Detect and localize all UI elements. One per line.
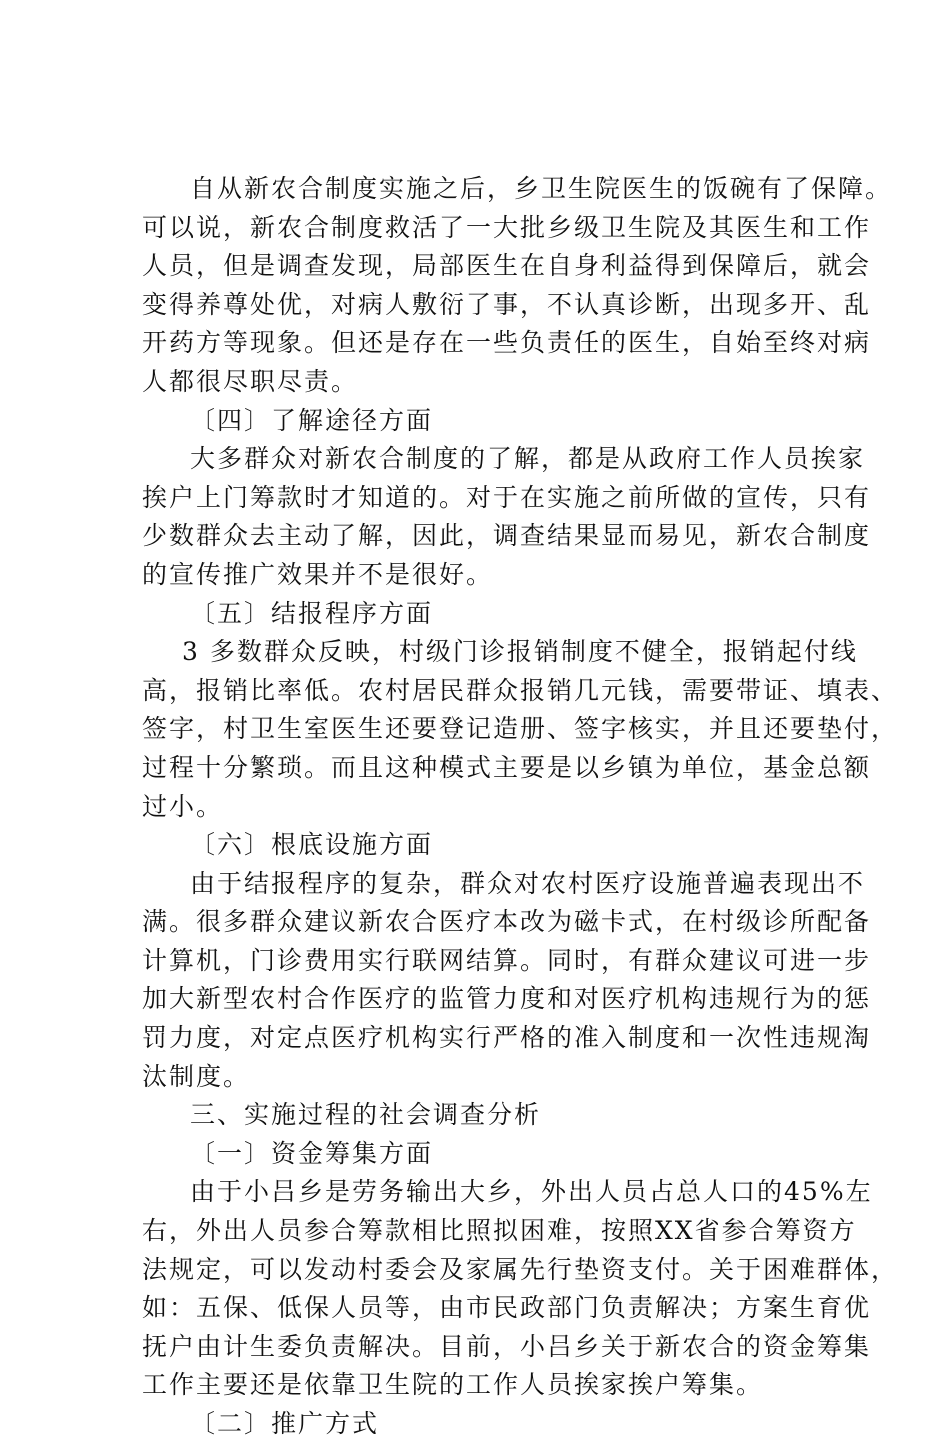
text-line: 人都很尽职尽责。 [142, 366, 359, 396]
heading-text: 〔五〕结报程序方面 [190, 598, 434, 628]
text-line: 大多群众对新农合制度的了解，都是从政府工作人员挨家 [190, 444, 866, 474]
heading-text: 〔六〕根底设施方面 [190, 830, 434, 860]
document-body [142, 170, 899, 1444]
text-line: 过小。 [142, 791, 224, 821]
heading-text: 〔一〕资金筹集方面 [190, 1138, 434, 1168]
section-heading-3-1 [142, 1135, 842, 1174]
text-line: 自从新农合制度实施之后，乡卫生院医生的饭碗有了保障。 [190, 174, 893, 203]
text-line: 过程十分繁琐。而且这种模式主要是以乡镇为单位，基金总额 [142, 752, 872, 782]
text-line: 可以说，新农合制度救活了一大批乡级卫生院及其医生和工作 [142, 212, 872, 242]
text-line: 开药方等现象。但还是存在一些负责任的医生，自始至终对病 [142, 328, 872, 358]
text-line: 高，报销比率低。农村居民群众报销几元钱，需要带证、填表、 [142, 675, 899, 705]
text-line: 汰制度。 [142, 1061, 251, 1091]
text-line: 变得养尊处优，对病人敷衍了事，不认真诊断，出现多开、乱 [142, 289, 872, 319]
text-line: 罚力度，对定点医疗机构实行严格的准入制度和一次性违规淘 [142, 1023, 872, 1053]
text-line: 法规定，可以发动村委会及家属先行垫资支付。关于困难群体， [142, 1254, 899, 1284]
text-line: 加大新型农村合作医疗的监管力度和对医疗机构违规行为的惩 [142, 984, 872, 1014]
text-line: 签字，村卫生室医生还要登记造册、签字核实，并且还要垫付， [142, 714, 899, 744]
paragraph-awareness [142, 440, 872, 594]
paragraph-fundraising [142, 1173, 899, 1405]
text-line: 的宣传推广效果并不是很好。 [142, 559, 494, 589]
paragraph-infrastructure [142, 865, 872, 1097]
section-heading-4 [142, 402, 842, 441]
text-line: 计算机，门诊费用实行联网结算。同时，有群众建议可进一步 [142, 945, 872, 975]
text-line: 由于小吕乡是劳务输出大乡，外出人员占总人口的45%左 [190, 1177, 873, 1207]
text-line: 工作主要还是依靠卫生院的工作人员挨家挨户筹集。 [142, 1370, 764, 1400]
heading-text: 三、实施过程的社会调查分析 [190, 1100, 542, 1130]
text-line: 由于结报程序的复杂，群众对农村医疗设施普遍表现出不 [190, 868, 866, 898]
text-line: 右，外出人员参合筹款相比照拟困难，按照XX省参合筹资方 [142, 1216, 857, 1246]
section-heading-part-3 [142, 1096, 842, 1135]
section-heading-6 [142, 826, 842, 865]
section-heading-3-2 [142, 1405, 842, 1444]
text-line: 挨户上门筹款时才知道的。对于在实施之前所做的宣传，只有 [142, 482, 872, 512]
section-heading-5 [142, 595, 842, 634]
text-line: 3 多数群众反映，村级门诊报销制度不健全，报销起付线 [182, 637, 858, 667]
text-line: 少数群众去主动了解，因此，调查结果显而易见，新农合制度 [142, 521, 872, 551]
heading-text: 〔四〕了解途径方面 [190, 405, 434, 435]
paragraph-reimbursement [142, 633, 899, 826]
text-line: 人员，但是调查发现，局部医生在自身利益得到保障后，就会 [142, 251, 872, 281]
heading-text: 〔二〕推广方式 [190, 1409, 380, 1438]
text-line: 抚户由计生委负责解决。目前，小吕乡关于新农合的资金筹集 [142, 1331, 872, 1361]
text-line: 满。很多群众建议新农合医疗本改为磁卡式，在村级诊所配备 [142, 907, 872, 937]
text-line: 如：五保、低保人员等，由市民政部门负责解决；方案生育优 [142, 1293, 872, 1323]
paragraph-doctor-attitude [142, 170, 893, 402]
